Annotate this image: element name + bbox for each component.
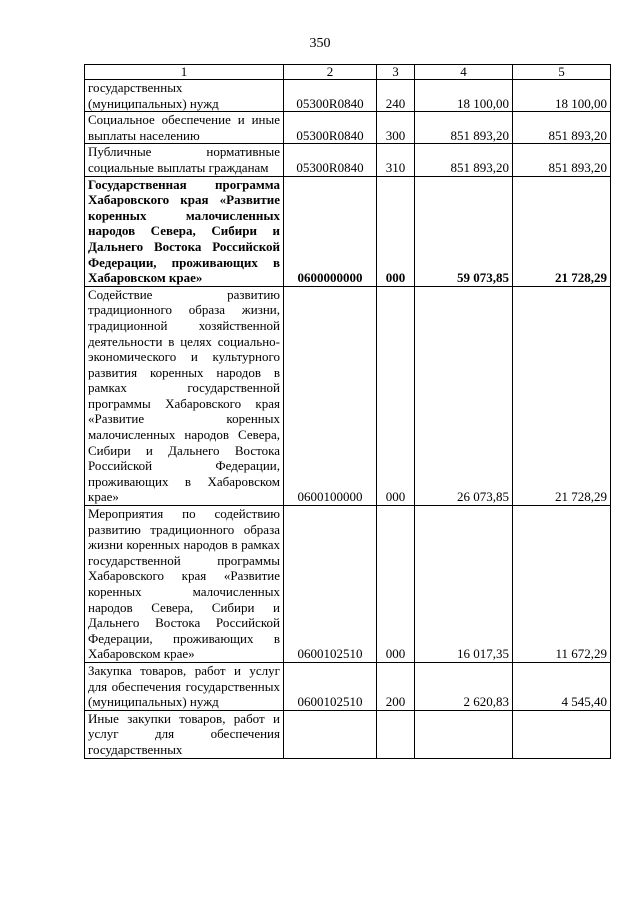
row-expense-type: 000 bbox=[377, 286, 415, 505]
row-sum-year2: 851 893,20 bbox=[513, 112, 611, 144]
row-sum-year1 bbox=[415, 710, 513, 758]
row-expense-type: 000 bbox=[377, 176, 415, 286]
column-header: 1 bbox=[85, 65, 284, 80]
table-row bbox=[85, 506, 611, 663]
column-header: 4 bbox=[415, 65, 513, 80]
row-sum-year1: 59 073,85 bbox=[415, 176, 513, 286]
row-sum-year2: 21 728,29 bbox=[513, 176, 611, 286]
table-row bbox=[85, 80, 611, 112]
row-target-code: 05300R0840 bbox=[284, 112, 377, 144]
table-header-row bbox=[85, 65, 611, 80]
table-row bbox=[85, 176, 611, 286]
row-target-code: 05300R0840 bbox=[284, 144, 377, 176]
row-sum-year2: 11 672,29 bbox=[513, 506, 611, 663]
row-expense-type: 300 bbox=[377, 112, 415, 144]
row-name: Публичные нормативные социальные выплаты гражданам bbox=[85, 144, 284, 176]
column-header: 2 bbox=[284, 65, 377, 80]
row-target-code: 0600000000 bbox=[284, 176, 377, 286]
row-target-code: 0600100000 bbox=[284, 286, 377, 505]
row-sum-year1: 2 620,83 bbox=[415, 662, 513, 710]
row-name: государственных (муниципальных) нужд bbox=[85, 80, 284, 112]
row-name: Содействие развитию традиционного образа жизни, традиционной хозяйственной деятельности в целях социально-экономического и культурного развития коренных народов в рамках государственной программы Хабаровского края «Развитие коренных малочисленных народов Севера, Сибири и Дальнего Востока Российской Федерации, проживающих в Хабаровском крае» bbox=[85, 286, 284, 505]
row-target-code: 0600102510 bbox=[284, 506, 377, 663]
row-target-code: 0600102510 bbox=[284, 662, 377, 710]
row-sum-year2: 18 100,00 bbox=[513, 80, 611, 112]
budget-table bbox=[84, 64, 611, 759]
row-sum-year2: 4 545,40 bbox=[513, 662, 611, 710]
row-target-code: 05300R0840 bbox=[284, 80, 377, 112]
row-sum-year2: 21 728,29 bbox=[513, 286, 611, 505]
row-target-code bbox=[284, 710, 377, 758]
row-sum-year1: 16 017,35 bbox=[415, 506, 513, 663]
table-row bbox=[85, 144, 611, 176]
table-row bbox=[85, 286, 611, 505]
row-sum-year1: 18 100,00 bbox=[415, 80, 513, 112]
row-expense-type: 310 bbox=[377, 144, 415, 176]
row-sum-year1: 26 073,85 bbox=[415, 286, 513, 505]
row-name: Иные закупки товаров, работ и услуг для обеспечения государственных bbox=[85, 710, 284, 758]
table-row bbox=[85, 710, 611, 758]
table-row bbox=[85, 112, 611, 144]
row-sum-year2: 851 893,20 bbox=[513, 144, 611, 176]
row-name: Социальное обеспечение и иные выплаты населению bbox=[85, 112, 284, 144]
row-expense-type: 000 bbox=[377, 506, 415, 663]
row-expense-type: 200 bbox=[377, 662, 415, 710]
row-name: Закупка товаров, работ и услуг для обеспечения государственных (муниципальных) нужд bbox=[85, 662, 284, 710]
row-expense-type bbox=[377, 710, 415, 758]
row-sum-year1: 851 893,20 bbox=[415, 144, 513, 176]
row-sum-year2 bbox=[513, 710, 611, 758]
row-name: Мероприятия по содействию развитию традиционного образа жизни коренных народов в рамках государственной программы Хабаровского края «Развитие коренных малочисленных народов Севера, Сибири и Дальнего Востока Российской Федерации, проживающих в Хабаровском крае» bbox=[85, 506, 284, 663]
row-name: Государственная программа Хабаровского края «Развитие коренных малочисленных народов Севера, Сибири и Дальнего Востока Российской Федерации, проживающих в Хабаровском крае» bbox=[85, 176, 284, 286]
page-number: 350 bbox=[309, 36, 331, 51]
column-header: 3 bbox=[377, 65, 415, 80]
column-header: 5 bbox=[513, 65, 611, 80]
row-sum-year1: 851 893,20 bbox=[415, 112, 513, 144]
table-row bbox=[85, 662, 611, 710]
row-expense-type: 240 bbox=[377, 80, 415, 112]
